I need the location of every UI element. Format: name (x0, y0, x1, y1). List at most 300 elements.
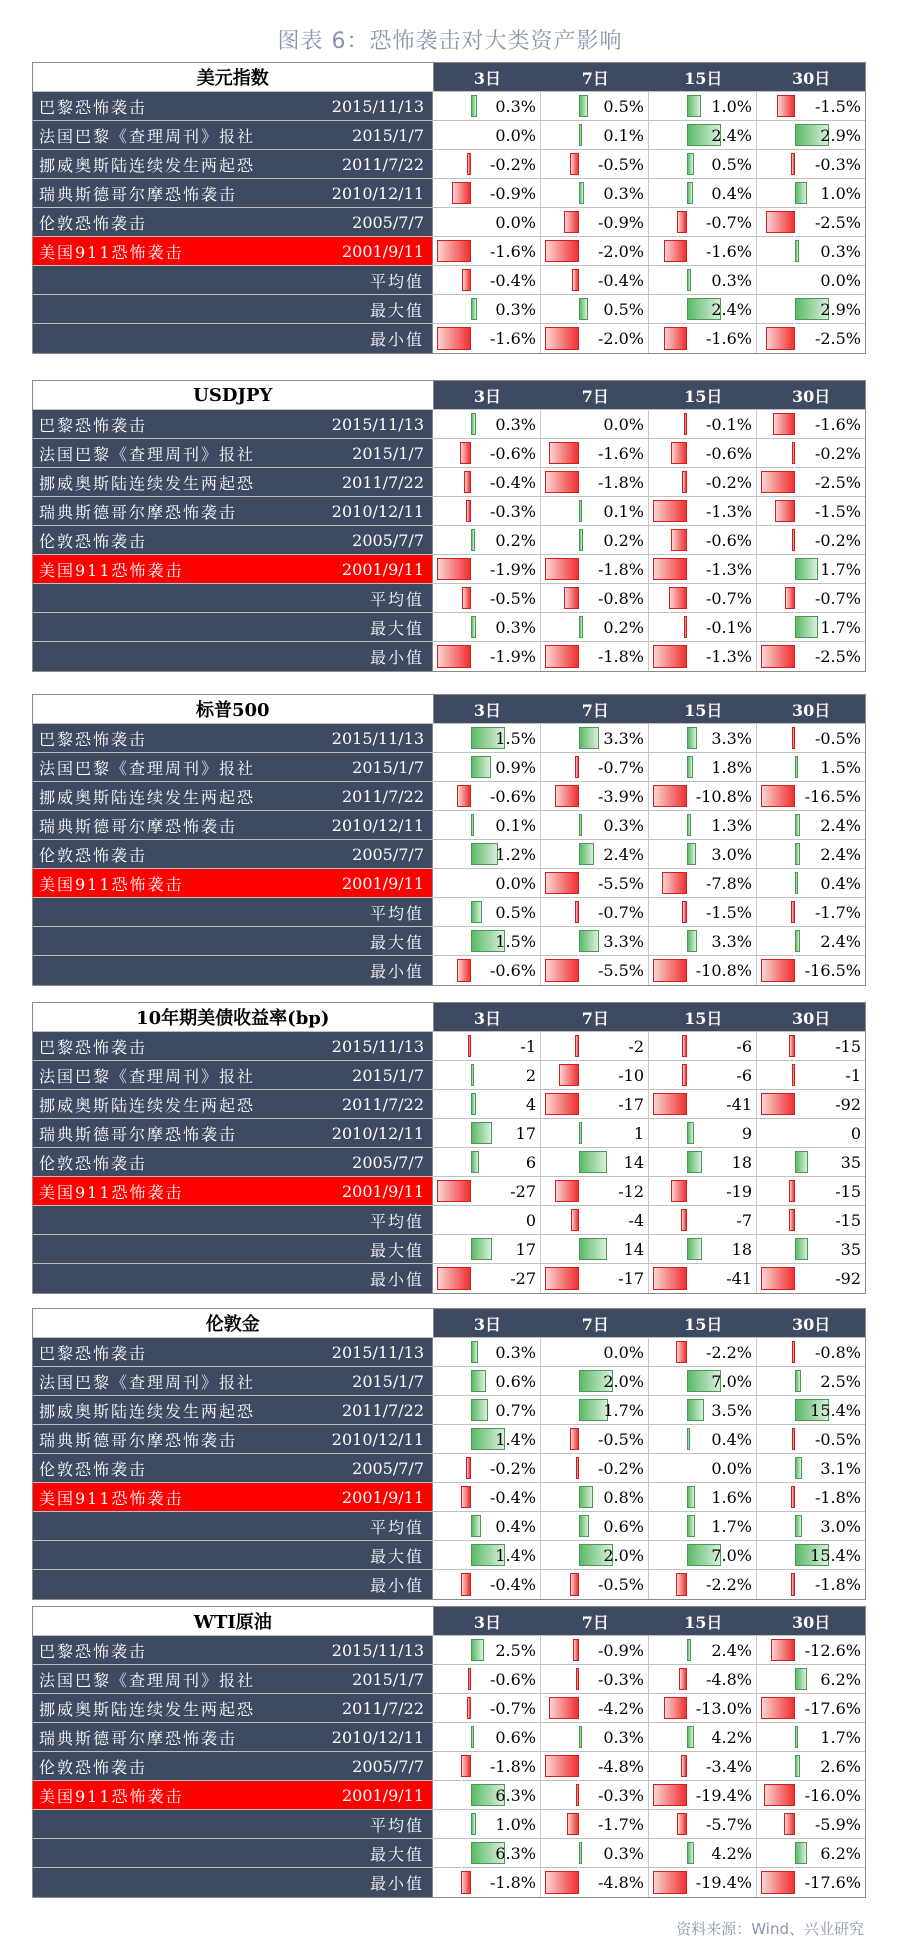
cell-value: 35 (840, 1239, 861, 1259)
negative-bar (452, 182, 471, 204)
summary-row (33, 324, 865, 353)
panel-header-row (33, 63, 865, 92)
event-date: 2010/12/11 (331, 501, 424, 521)
cell-value: -1.3% (705, 559, 752, 579)
value-cell (757, 1148, 865, 1176)
cell-value: 2.4% (820, 931, 861, 951)
positive-bar (795, 1842, 807, 1864)
event-name: 美国911恐怖袭击 (39, 874, 184, 894)
negative-bar (669, 587, 687, 609)
value-cell (433, 410, 541, 438)
value-cell (541, 1636, 649, 1664)
value-cell (757, 1839, 865, 1867)
event-label (33, 1119, 433, 1147)
positive-bar (687, 1515, 695, 1537)
negative-bar (681, 1209, 687, 1231)
value-cell (541, 1148, 649, 1176)
cell-value: -1.6% (705, 241, 752, 261)
value-cell (649, 1541, 757, 1569)
event-date: 2001/9/11 (341, 559, 424, 579)
event-date: 2010/12/11 (331, 1429, 424, 1449)
value-cell (433, 1032, 541, 1060)
cell-value: 0.2% (603, 617, 644, 637)
panel-header-row (33, 695, 865, 724)
event-date: 2015/11/13 (331, 1036, 424, 1056)
cell-value: 0.3% (603, 1727, 644, 1747)
event-name: 瑞典斯德哥尔摩恐怖袭击 (39, 816, 238, 836)
event-row (33, 1781, 865, 1810)
column-header: 15日 (649, 381, 757, 409)
cell-value: -0.3% (814, 154, 861, 174)
value-cell (649, 1061, 757, 1089)
value-cell (433, 295, 541, 323)
event-row (33, 526, 865, 555)
value-cell (649, 295, 757, 323)
negative-bar (653, 1871, 687, 1894)
value-cell (757, 1810, 865, 1838)
cell-value: 1.5% (495, 728, 536, 748)
event-date: 2005/7/7 (352, 212, 424, 232)
negative-bar (671, 1180, 687, 1202)
summary-label (33, 1512, 433, 1540)
cell-value: 4 (525, 1094, 536, 1114)
negative-bar (792, 727, 795, 749)
event-label (33, 1425, 433, 1453)
positive-bar (687, 1639, 691, 1661)
cell-value: 1.7% (820, 1727, 861, 1747)
value-cell (433, 1119, 541, 1147)
event-row (33, 1338, 865, 1367)
cell-value: -10.8% (695, 961, 752, 980)
negative-bar (575, 1035, 579, 1057)
cell-value: -12 (618, 1181, 644, 1201)
value-cell (433, 526, 541, 554)
positive-bar (579, 529, 583, 551)
negative-bar (792, 529, 795, 551)
value-cell (541, 584, 649, 612)
value-cell (541, 1723, 649, 1751)
cell-value: 6.2% (820, 1843, 861, 1863)
value-cell (649, 927, 757, 955)
summary-row (33, 642, 865, 671)
column-header: 3日 (434, 1607, 542, 1635)
summary-label (33, 1206, 433, 1234)
value-cell (649, 1483, 757, 1511)
negative-bar (545, 872, 579, 894)
negative-bar (457, 785, 471, 807)
cell-value: 2.6% (820, 1756, 861, 1776)
value-cell (757, 1665, 865, 1693)
value-cell (433, 724, 541, 752)
value-cell (541, 266, 649, 294)
value-cell (649, 1512, 757, 1540)
cell-value: 0.7% (495, 1400, 536, 1420)
summary-row (33, 898, 865, 927)
value-cell (433, 1206, 541, 1234)
cell-value: -0.6% (705, 530, 752, 550)
value-cell (433, 237, 541, 265)
value-cell (649, 1694, 757, 1722)
event-label (33, 1338, 433, 1366)
asset-panel (32, 694, 866, 986)
value-cell (757, 927, 865, 955)
negative-bar (682, 1035, 687, 1057)
event-label (33, 1636, 433, 1664)
negative-bar (461, 1573, 471, 1596)
value-cell (757, 1723, 865, 1751)
cell-value: 0.0% (603, 414, 644, 434)
cell-value: 2.4% (711, 299, 752, 319)
cell-value: -0.2% (814, 530, 861, 550)
cell-value: 15.4% (810, 1400, 861, 1420)
event-date: 2015/1/7 (352, 1669, 424, 1689)
event-date: 2001/9/11 (341, 1785, 424, 1805)
value-cell (541, 1367, 649, 1395)
negative-bar (791, 1486, 795, 1508)
negative-bar (437, 1267, 471, 1290)
cell-value: 2.4% (603, 844, 644, 864)
value-cell (757, 1454, 865, 1482)
cell-value: -1.6% (489, 241, 536, 261)
value-cell (433, 1177, 541, 1205)
negative-bar (437, 240, 471, 262)
negative-bar (576, 1457, 579, 1479)
column-header: 30日 (757, 381, 865, 409)
value-cell (433, 1425, 541, 1453)
value-cell (649, 237, 757, 265)
positive-bar (471, 413, 476, 435)
event-label (33, 1454, 433, 1482)
cell-value: -0.2% (489, 154, 536, 174)
cell-value: -92 (835, 1094, 861, 1114)
column-header: 30日 (757, 63, 865, 91)
value-cell (649, 324, 757, 353)
cell-value: -0.4% (597, 270, 644, 290)
value-cell (541, 1032, 649, 1060)
value-cell (757, 811, 865, 839)
positive-bar (579, 1122, 582, 1144)
value-cell (433, 266, 541, 294)
value-cell (541, 1425, 649, 1453)
value-cell (541, 1119, 649, 1147)
negative-bar (545, 327, 579, 350)
negative-bar (664, 1697, 687, 1719)
negative-bar (573, 1639, 579, 1661)
cell-value: -0.5% (597, 1575, 644, 1594)
cell-value: -0.7% (705, 212, 752, 232)
cell-value: 0.3% (603, 815, 644, 835)
negative-bar (792, 1341, 795, 1363)
cell-value: 0.3% (820, 241, 861, 261)
event-label (33, 1061, 433, 1089)
negative-bar (676, 1341, 687, 1363)
negative-bar (653, 645, 687, 668)
positive-bar (471, 1122, 492, 1144)
negative-bar (545, 1267, 579, 1290)
event-date: 2015/1/7 (352, 1371, 424, 1391)
negative-bar (567, 1813, 579, 1835)
positive-bar (471, 1639, 484, 1661)
value-cell (757, 468, 865, 496)
asset-name: WTI原油 (33, 1607, 434, 1635)
cell-value: -2 (628, 1036, 644, 1056)
event-date: 2011/7/22 (341, 154, 424, 174)
negative-bar (545, 645, 579, 668)
cell-value: -19.4% (695, 1873, 752, 1892)
positive-bar (579, 1842, 582, 1864)
value-cell (649, 526, 757, 554)
value-cell (433, 1570, 541, 1599)
cell-value: -15 (835, 1210, 861, 1230)
event-name: 法国巴黎《查理周刊》报社 (39, 126, 256, 146)
value-cell (433, 208, 541, 236)
negative-bar (545, 1871, 579, 1894)
summary-row (33, 1839, 865, 1868)
value-cell (649, 1636, 757, 1664)
column-header: 7日 (541, 1003, 649, 1031)
cell-value: -27 (510, 1181, 536, 1201)
cell-value: -19 (726, 1181, 752, 1201)
cell-value: -1 (520, 1036, 536, 1056)
negative-bar (775, 500, 795, 522)
event-name: 巴黎恐怖袭击 (39, 415, 148, 435)
positive-bar (795, 1238, 808, 1260)
cell-value: 0.0% (603, 1342, 644, 1362)
value-cell (757, 1235, 865, 1263)
value-cell (649, 1206, 757, 1234)
cell-value: 6.3% (495, 1785, 536, 1805)
positive-bar (687, 1399, 704, 1421)
event-row (33, 1665, 865, 1694)
event-label (33, 497, 433, 525)
cell-value: 6 (525, 1152, 536, 1172)
cell-value: -1.6% (814, 414, 861, 434)
event-row (33, 179, 865, 208)
value-cell (541, 439, 649, 467)
cell-value: 0.0% (820, 270, 861, 290)
negative-bar (462, 269, 471, 291)
cell-value: -1.3% (705, 647, 752, 666)
value-cell (649, 208, 757, 236)
cell-value: -1 (845, 1065, 861, 1085)
negative-bar (653, 1784, 687, 1806)
negative-bar (466, 500, 471, 522)
cell-value: 18 (731, 1152, 752, 1172)
value-cell (433, 1752, 541, 1780)
value-cell (541, 1512, 649, 1540)
event-row (33, 208, 865, 237)
column-header: 3日 (434, 63, 542, 91)
cell-value: 3.5% (711, 1400, 752, 1420)
event-row (33, 1032, 865, 1061)
event-name: 美国911恐怖袭击 (39, 242, 184, 262)
value-cell (757, 266, 865, 294)
value-cell (757, 324, 865, 353)
negative-bar (761, 785, 795, 807)
column-header: 30日 (757, 1003, 865, 1031)
event-row (33, 782, 865, 811)
column-header: 3日 (434, 695, 542, 723)
negative-bar (461, 1755, 471, 1777)
negative-bar (792, 1064, 795, 1086)
value-cell (433, 753, 541, 781)
positive-bar (471, 901, 482, 923)
event-row (33, 1752, 865, 1781)
cell-value: 0.4% (711, 183, 752, 203)
event-name: 挪威奥斯陆连续发生两起恐 (39, 473, 256, 493)
negative-bar (682, 471, 687, 493)
positive-bar (471, 298, 477, 320)
negative-bar (571, 1209, 579, 1231)
event-label (33, 526, 433, 554)
event-label (33, 1090, 433, 1118)
cell-value: -1.6% (597, 443, 644, 463)
event-date: 2001/9/11 (341, 241, 424, 261)
cell-value: -16.0% (804, 1785, 861, 1805)
summary-row (33, 927, 865, 956)
value-cell (757, 1636, 865, 1664)
event-label (33, 92, 433, 120)
cell-value: 0.2% (603, 530, 644, 550)
cell-value: 0.8% (603, 1487, 644, 1507)
value-cell (649, 1425, 757, 1453)
event-name: 伦敦恐怖袭击 (39, 531, 148, 551)
positive-bar (579, 1726, 582, 1748)
negative-bar (461, 1486, 471, 1508)
cell-value: -16.5% (804, 786, 861, 806)
negative-bar (784, 1813, 795, 1835)
value-cell (757, 121, 865, 149)
negative-bar (671, 442, 687, 464)
cell-value: 3.3% (711, 728, 752, 748)
event-name: 挪威奥斯陆连续发生两起恐 (39, 155, 256, 175)
value-cell (433, 584, 541, 612)
positive-bar (471, 95, 477, 117)
event-label (33, 1752, 433, 1780)
value-cell (649, 1338, 757, 1366)
positive-bar (795, 872, 798, 894)
summary-row (33, 1810, 865, 1839)
positive-bar (579, 1486, 593, 1508)
positive-bar (795, 1668, 807, 1690)
value-cell (757, 208, 865, 236)
value-cell (757, 1425, 865, 1453)
summary-name: 最大值 (369, 932, 424, 952)
cell-value: -0.7% (597, 757, 644, 777)
value-cell (433, 92, 541, 120)
cell-value: -3.4% (705, 1756, 752, 1776)
event-row (33, 1177, 865, 1206)
cell-value: 1.0% (495, 1814, 536, 1834)
value-cell (757, 1206, 865, 1234)
value-cell (541, 410, 649, 438)
value-cell (649, 555, 757, 583)
cell-value: 0.3% (711, 270, 752, 290)
negative-bar (761, 959, 795, 982)
column-header: 7日 (541, 1309, 649, 1337)
positive-bar (579, 930, 599, 952)
cell-value: 1.7% (711, 1516, 752, 1536)
negative-bar (437, 645, 471, 668)
negative-bar (761, 645, 795, 668)
event-row (33, 724, 865, 753)
cell-value: -1.7% (814, 902, 861, 922)
event-date: 2005/7/7 (352, 1458, 424, 1478)
cell-value: 0 (525, 1210, 536, 1230)
summary-name: 平均值 (369, 903, 424, 923)
value-cell (757, 840, 865, 868)
cell-value: 0.6% (603, 1516, 644, 1536)
event-date: 2010/12/11 (331, 1727, 424, 1747)
summary-name: 最大值 (369, 1844, 424, 1864)
cell-value: -6 (736, 1036, 752, 1056)
cell-value: -1.8% (597, 472, 644, 492)
cell-value: 0.1% (603, 125, 644, 145)
negative-bar (572, 269, 579, 291)
positive-bar (687, 843, 696, 865)
event-row (33, 439, 865, 468)
value-cell (757, 1483, 865, 1511)
cell-value: -17.6% (804, 1873, 861, 1892)
column-header: 15日 (649, 1607, 757, 1635)
positive-bar (471, 756, 491, 778)
positive-bar (687, 930, 697, 952)
cell-value: -19.4% (695, 1785, 752, 1805)
event-name: 挪威奥斯陆连续发生两起恐 (39, 787, 256, 807)
value-cell (649, 584, 757, 612)
summary-label (33, 295, 433, 323)
value-cell (649, 1396, 757, 1424)
panel-header-row (33, 1309, 865, 1338)
summary-label (33, 584, 433, 612)
cell-value: 2.4% (820, 844, 861, 864)
event-date: 2005/7/7 (352, 1152, 424, 1172)
negative-bar (545, 558, 579, 580)
value-cell (433, 1636, 541, 1664)
cell-value: -0.3% (597, 1669, 644, 1689)
summary-row (33, 1512, 865, 1541)
summary-label (33, 1264, 433, 1293)
cell-value: -1.5% (814, 96, 861, 116)
event-label (33, 753, 433, 781)
positive-bar (471, 1093, 476, 1115)
summary-name: 最小值 (369, 1576, 424, 1595)
value-cell (541, 1868, 649, 1897)
cell-value: 0.6% (495, 1371, 536, 1391)
value-cell (649, 1810, 757, 1838)
negative-bar (684, 616, 687, 638)
summary-row (33, 613, 865, 642)
cell-value: 0.0% (711, 1458, 752, 1478)
positive-bar (579, 616, 583, 638)
cell-value: 18 (731, 1239, 752, 1259)
event-name: 巴黎恐怖袭击 (39, 1641, 148, 1661)
event-label (33, 555, 433, 583)
positive-bar (687, 153, 694, 175)
cell-value: 3.1% (820, 1458, 861, 1478)
positive-bar (579, 1238, 607, 1260)
negative-bar (570, 153, 579, 175)
event-name: 巴黎恐怖袭击 (39, 1343, 148, 1363)
value-cell (757, 753, 865, 781)
value-cell (541, 642, 649, 671)
positive-bar (795, 814, 800, 836)
value-cell (541, 753, 649, 781)
cell-value: 2 (525, 1065, 536, 1085)
cell-value: 1.6% (711, 1487, 752, 1507)
value-cell (541, 295, 649, 323)
event-label (33, 1148, 433, 1176)
